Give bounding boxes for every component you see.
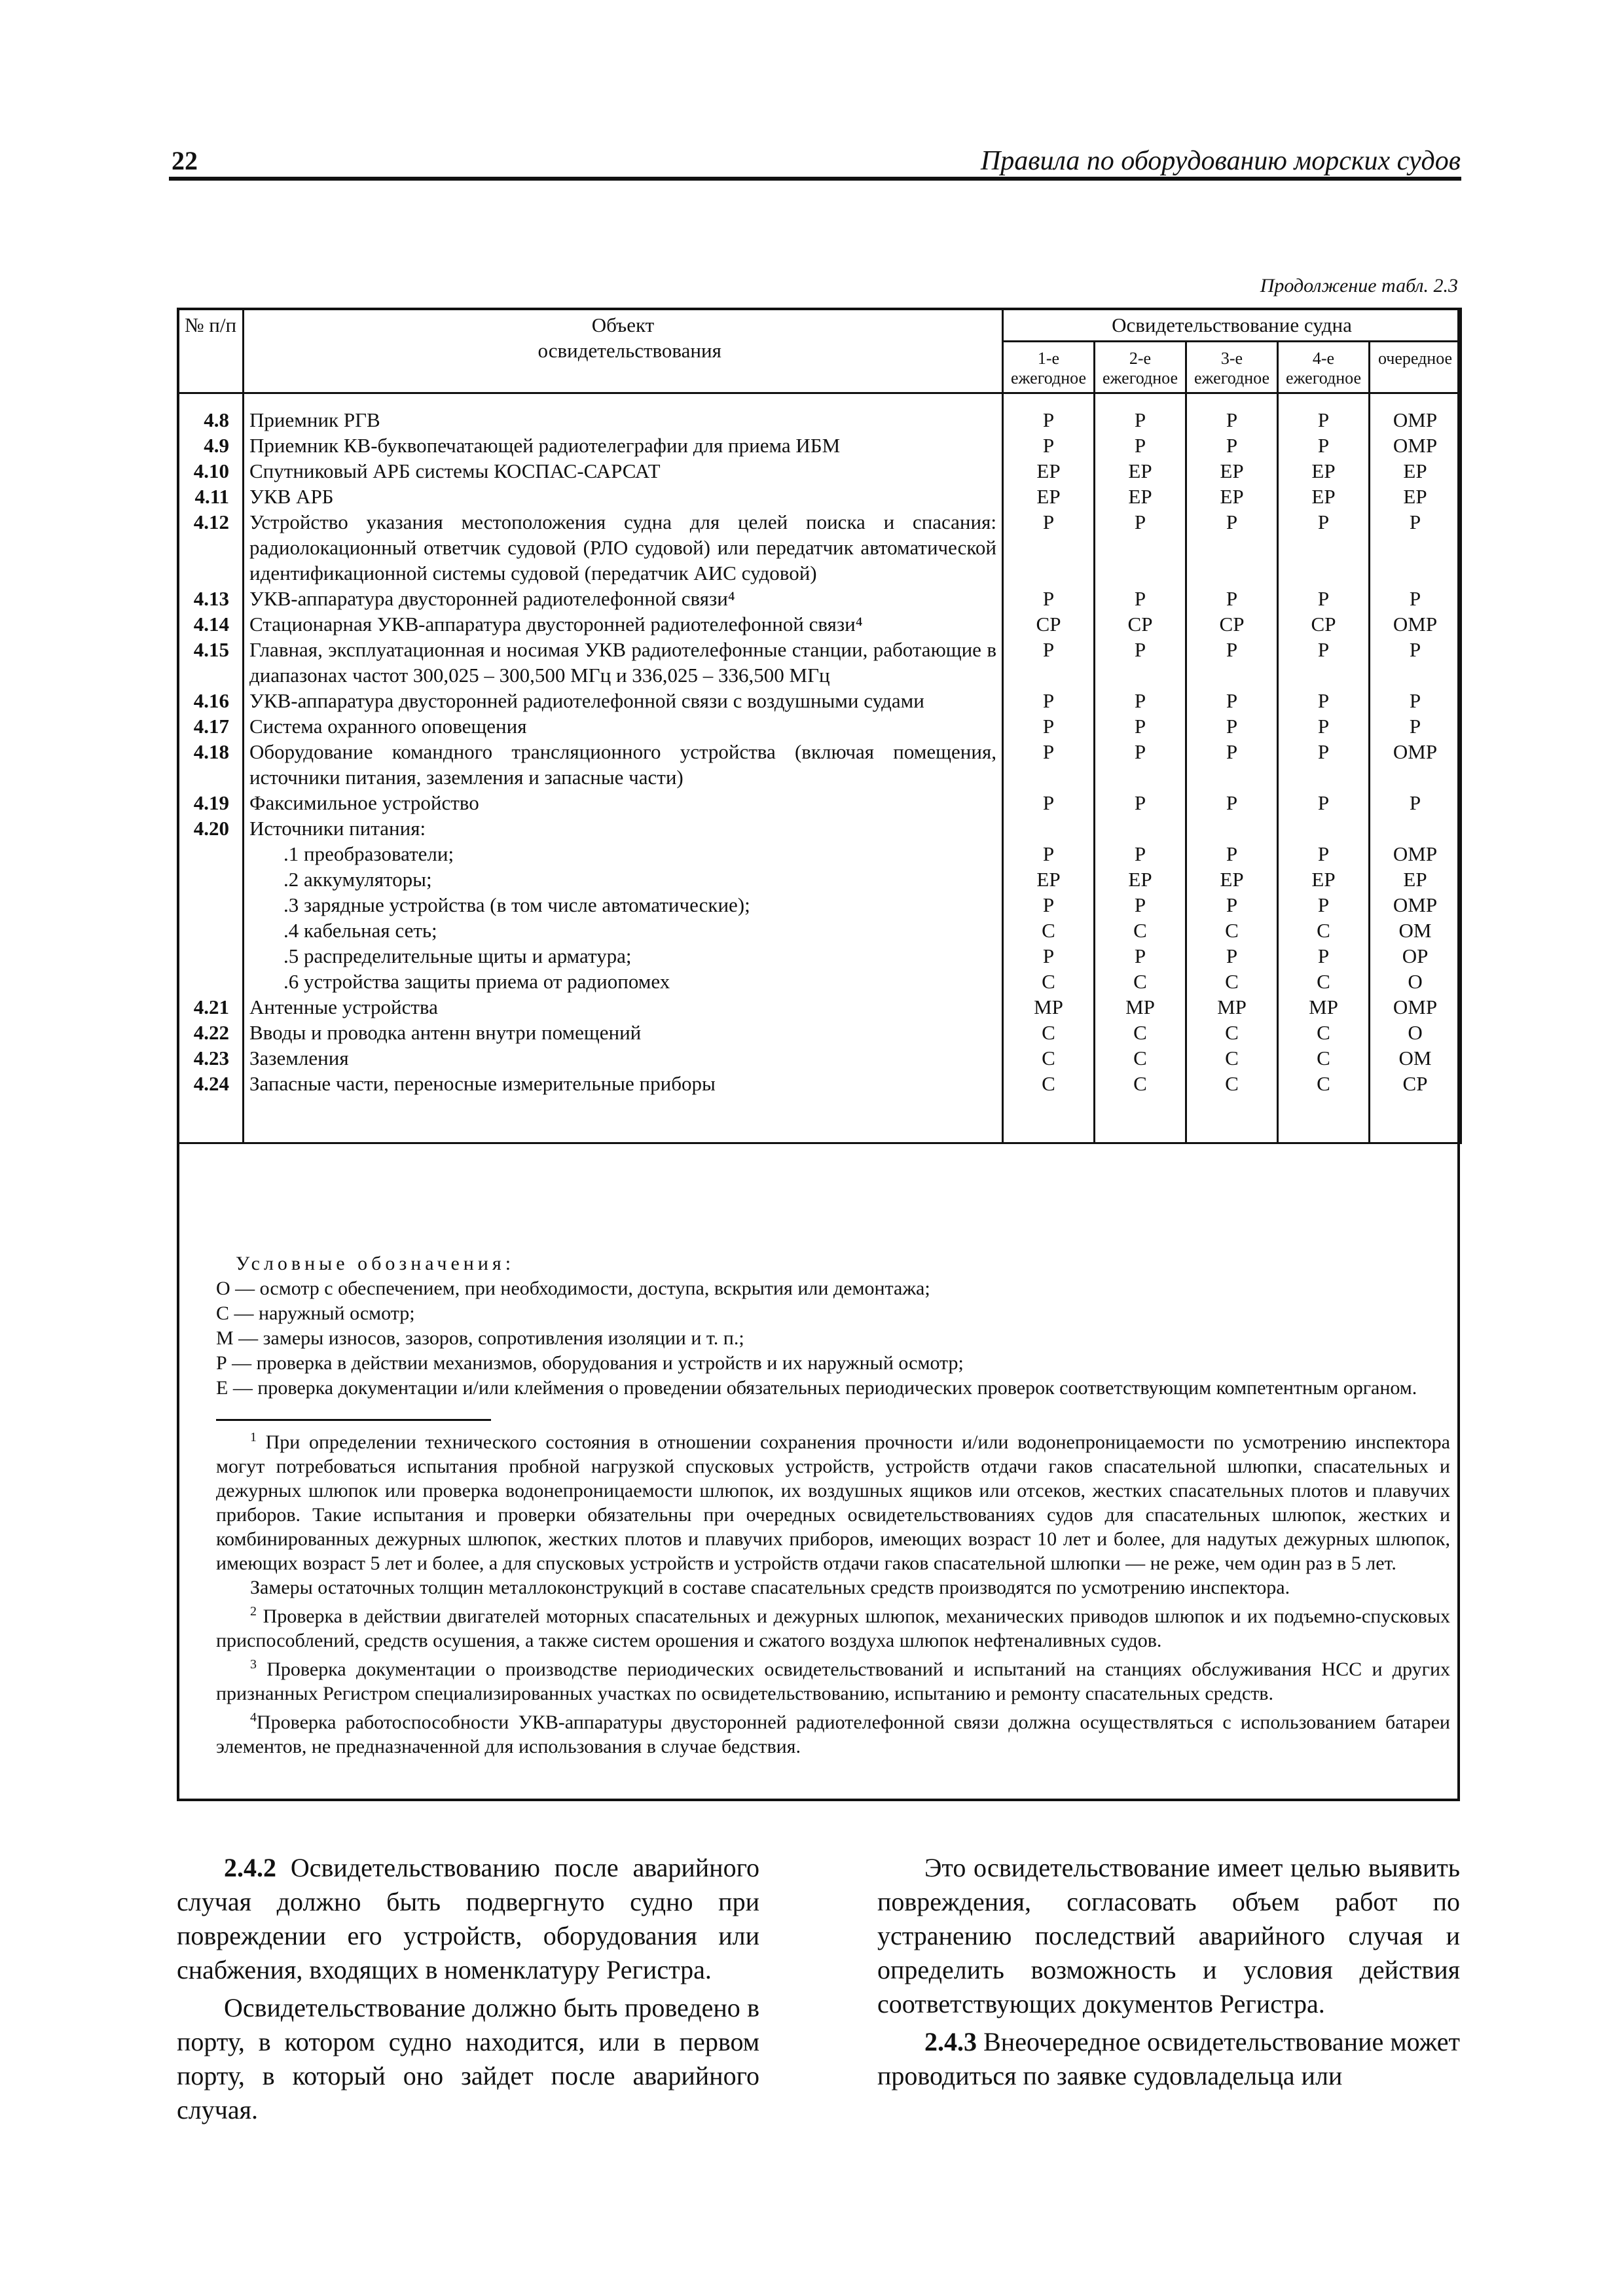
footnote [216,1653,1450,1706]
row-value [1003,816,1095,841]
table-row [178,458,1461,484]
row-value: ОМР [1370,841,1461,867]
row-value: С [1095,969,1186,994]
col-header-survey: Освидетельствование судна [1003,309,1461,342]
row-object: Антенные устройства [244,994,1003,1020]
paragraph-text: Освидетельствованию после аварийного случая должно быть подвергнуто судно при повреждении его устройств, оборудования или снабжения, входящих в номенклатуру Регистра. [177,1853,759,1984]
row-value: Р [1278,509,1370,586]
row-value: Р [1186,943,1278,969]
row-value: С [1278,969,1370,994]
row-value: Р [1278,892,1370,918]
row-value: С [1186,1071,1278,1096]
row-object: Факсимильное устройство [244,790,1003,816]
table-row [178,918,1461,943]
row-value: ЕР [1186,867,1278,892]
row-value: Р [1186,407,1278,433]
footnote-text: Проверка документации о производстве периодических освидетельствований и испытаний на станциях обслуживания НСС и других признанных Регистром специализированных участках по освидетельствованию, испытанию и ремонту спасательных средств. [216,1659,1450,1704]
row-value: Р [1370,637,1461,688]
footnote-text: При определении технического состояния в отношении сохранения прочности и/или водонепроницаемости по усмотрению инспектора могут потребоваться испытания пробной нагрузкой спусковых устройств, устройств отдачи гаков спасательной шлюпки, спасательных и дежурных шлюпок или проверка водонепроницаемости шлюпок, их воздушных ящиков или отсеков, жестких спасательных плотов и плавучих приборов. Такие испытания и проверки обязательны при очередных освидетельствованиях судов для спасательных шлюпок, жестких и комбинированных дежурных шлюпок, жестких плотов и плавучих приборов, имеющих возраст 10 лет и более, для надутых дежурных шлюпок, имеющих возраст 5 лет и более, а для спусковых устройств и устройств отдачи гаков спасательной шлюпки — не реже, чем один раз в 5 лет. [216,1431,1450,1574]
footnotes [216,1426,1450,1759]
row-value: СР [1003,611,1095,637]
row-value: Р [1186,892,1278,918]
row-value: Р [1003,637,1095,688]
legend-heading: Условные обозначения: [236,1253,515,1274]
row-object: УКВ-аппаратура двусторонней радиотелефонной связи с воздушными судами [244,688,1003,713]
row-number: 4.12 [178,509,244,586]
col-header-sub: 1-е ежегодное [1003,342,1095,393]
table-row [178,867,1461,892]
row-value [1186,816,1278,841]
row-value: Р [1186,713,1278,739]
row-value: Р [1278,790,1370,816]
row-object: Спутниковый АРБ системы КОСПАС-САРСАТ [244,458,1003,484]
footnote-rule [216,1419,491,1421]
row-object: Запасные части, переносные измерительные приборы [244,1071,1003,1096]
row-value: Р [1370,586,1461,611]
table-row [178,637,1461,688]
row-value: ОМР [1370,433,1461,458]
row-number [178,918,244,943]
row-value: Р [1003,739,1095,790]
row-number: 4.16 [178,688,244,713]
row-value: Р [1003,433,1095,458]
col-header-sub: 3-е ежегодное [1186,342,1278,393]
row-value: ЕР [1003,867,1095,892]
row-value: Р [1370,713,1461,739]
row-number: 4.17 [178,713,244,739]
row-value: ЕР [1003,458,1095,484]
survey-table [177,308,1462,1144]
legend-item: Р — проверка в действии механизмов, оборудования и устройств и их наружный осмотр; [216,1352,964,1374]
row-value: С [1003,918,1095,943]
row-value: С [1278,1045,1370,1071]
row-value: Р [1095,637,1186,688]
row-number: 4.13 [178,586,244,611]
table-row [178,816,1461,841]
row-value: МР [1095,994,1186,1020]
row-object: Вводы и проводка антенн внутри помещений [244,1020,1003,1045]
row-number: 4.22 [178,1020,244,1045]
page-number: 22 [172,146,198,175]
row-value: МР [1003,994,1095,1020]
row-value: Р [1278,688,1370,713]
row-value: С [1003,1020,1095,1045]
paragraph-text: Освидетельствование должно быть проведено в порту, в котором судно находится, или в первом порту, в который оно зайдет после аварийного случая. [177,1993,759,2125]
row-value: Р [1003,943,1095,969]
col-header-sub: 2-е ежегодное [1095,342,1186,393]
row-value: ОР [1370,943,1461,969]
col-header-sub: очередное [1370,342,1461,393]
row-number [178,841,244,867]
row-value: Р [1278,586,1370,611]
table-row [178,509,1461,586]
row-object: Приемник РГВ [244,407,1003,433]
row-object: Главная, эксплуатационная и носимая УКВ радиотелефонные станции, работающие в диапазонах частот 300,025 – 300,500 МГц и 336,025 – 336,500 МГц [244,637,1003,688]
row-value: С [1095,1045,1186,1071]
row-number [178,943,244,969]
row-value: ОМР [1370,407,1461,433]
row-value [1278,816,1370,841]
table-row [178,790,1461,816]
row-object: УКВ АРБ [244,484,1003,509]
row-value: Р [1278,433,1370,458]
row-object: Приемник КВ-буквопечатающей радиотелеграфии для приема ИБМ [244,433,1003,458]
row-value: Р [1186,433,1278,458]
row-number: 4.23 [178,1045,244,1071]
row-number: 4.11 [178,484,244,509]
row-number: 4.8 [178,407,244,433]
table-row [178,407,1461,433]
row-number: 4.19 [178,790,244,816]
row-value: Р [1186,688,1278,713]
row-value: Р [1003,586,1095,611]
table-row [178,841,1461,867]
table-end-row [178,1096,1461,1143]
col-header-number: № п/п [178,309,244,393]
section-number: 2.4.2 [224,1853,276,1882]
row-value: С [1186,918,1278,943]
row-value: ЕР [1278,458,1370,484]
row-value: Р [1095,739,1186,790]
row-value: С [1003,1071,1095,1096]
row-value: Р [1370,790,1461,816]
row-value: ЕР [1003,484,1095,509]
col-header-sub: 4-е ежегодное [1278,342,1370,393]
body-paragraph [877,1851,1460,2021]
table-row [178,994,1461,1020]
row-value: Р [1186,841,1278,867]
col-header-object: Объект освидетельствования [244,309,1003,393]
row-object: .2 аккумуляторы; [244,867,1003,892]
section-number: 2.4.3 [924,2027,977,2056]
row-value: ЕР [1278,867,1370,892]
row-value: Р [1095,407,1186,433]
row-object: Заземления [244,1045,1003,1071]
footnote-text: Замеры остаточных толщин металлоконструкций в составе спасательных средств производятся по усмотрению инспектора. [250,1577,1290,1598]
row-value: С [1278,918,1370,943]
row-value: С [1186,969,1278,994]
footnote [216,1575,1450,1600]
paragraph-text: Внеочередное освидетельствование может проводиться по заявке судовладельца или [877,2027,1460,2090]
body-paragraph [177,1851,759,1987]
row-number: 4.14 [178,611,244,637]
table-row [178,1071,1461,1096]
row-value: Р [1095,713,1186,739]
row-number: 4.24 [178,1071,244,1096]
row-value: ОМР [1370,739,1461,790]
table-row [178,713,1461,739]
legend-item: О — осмотр с обеспечением, при необходимости, доступа, вскрытия или демонтажа; [216,1278,930,1299]
row-object: Источники питания: [244,816,1003,841]
row-value: Р [1095,586,1186,611]
row-value: С [1186,1020,1278,1045]
legend-item: Е — проверка документации и/или клеймения о проведении обязательных периодических проверок соответствующим компетентным органом. [216,1377,1417,1399]
table-row [178,611,1461,637]
footnote-mark: 3 [250,1657,257,1672]
body-column-right [877,1851,1460,2097]
row-value: Р [1003,841,1095,867]
row-value: Р [1278,841,1370,867]
row-value: Р [1095,688,1186,713]
row-value: ЕР [1095,458,1186,484]
row-value: Р [1095,943,1186,969]
footnote-text: Проверка работоспособности УКВ-аппаратуры двусторонней радиотелефонной связи должна осуществляться с использованием батареи элементов, не предназначенной для использования в случае бедствия. [216,1712,1450,1757]
row-value: Р [1186,739,1278,790]
row-object: .4 кабельная сеть; [244,918,1003,943]
footnote [216,1706,1450,1759]
row-number: 4.10 [178,458,244,484]
row-object: .5 распределительные щиты и арматура; [244,943,1003,969]
row-value [1370,816,1461,841]
row-value: Р [1095,790,1186,816]
row-value: ЕР [1186,484,1278,509]
row-value: О [1370,1020,1461,1045]
row-number: 4.21 [178,994,244,1020]
table-row [178,892,1461,918]
row-value: СР [1370,1071,1461,1096]
table-row [178,586,1461,611]
row-value: ОМР [1370,994,1461,1020]
row-value: С [1003,969,1095,994]
row-value: Р [1278,407,1370,433]
paragraph-text: Это освидетельствование имеет целью выявить повреждения, согласовать объем работ по устранению последствий аварийного случая и определить возможность и условия действия соответствующих документов Регистра. [877,1853,1460,2018]
legend-item: М — замеры износов, зазоров, сопротивления изоляции и т. п.; [216,1327,744,1349]
row-value: Р [1186,509,1278,586]
row-value: С [1095,1071,1186,1096]
footnote [216,1600,1450,1653]
legend [216,1251,1450,1401]
row-value [1095,816,1186,841]
row-number [178,969,244,994]
row-value: Р [1003,790,1095,816]
table-row [178,739,1461,790]
row-value: СР [1095,611,1186,637]
row-value: СР [1278,611,1370,637]
row-number: 4.15 [178,637,244,688]
row-value: Р [1278,739,1370,790]
row-value: ОМ [1370,1045,1461,1071]
table-row [178,1045,1461,1071]
footnote-mark: 1 [250,1430,257,1444]
row-object: .3 зарядные устройства (в том числе автоматические); [244,892,1003,918]
row-number [178,867,244,892]
row-value: Р [1003,509,1095,586]
row-value: Р [1186,790,1278,816]
row-value: Р [1003,713,1095,739]
row-number: 4.18 [178,739,244,790]
row-value: МР [1186,994,1278,1020]
row-value: Р [1003,892,1095,918]
row-value: Р [1095,892,1186,918]
row-number: 4.9 [178,433,244,458]
row-value: ЕР [1186,458,1278,484]
row-object: .1 преобразователи; [244,841,1003,867]
row-value: С [1095,1020,1186,1045]
table-row [178,484,1461,509]
row-value: Р [1186,586,1278,611]
row-value: ЕР [1095,484,1186,509]
table-row [178,688,1461,713]
table-row [178,433,1461,458]
footnote-mark: 4 [250,1710,257,1725]
row-value: О [1370,969,1461,994]
running-title: Правила по оборудованию морских судов [980,146,1461,176]
row-value: СР [1186,611,1278,637]
row-object: УКВ-аппаратура двусторонней радиотелефонной связи⁴ [244,586,1003,611]
table-row [178,1020,1461,1045]
row-value: ЕР [1370,458,1461,484]
body-paragraph [877,2025,1460,2093]
row-value: Р [1095,433,1186,458]
table-row [178,943,1461,969]
row-value: ЕР [1370,867,1461,892]
legend-item: С — наружный осмотр; [216,1302,415,1324]
row-value: ЕР [1278,484,1370,509]
row-value: Р [1278,637,1370,688]
row-value: Р [1003,688,1095,713]
row-value: Р [1095,841,1186,867]
row-object: Устройство указания местоположения судна для целей поиска и спасания: радиолокационный ответчик судовой (РЛО судовой) или передатчик автоматической идентификационной системы судовой (передатчик АИС судовой) [244,509,1003,586]
row-value: Р [1370,509,1461,586]
row-object: Стационарная УКВ-аппаратура двусторонней радиотелефонной связи⁴ [244,611,1003,637]
row-value: ОМР [1370,892,1461,918]
row-value: ОМР [1370,611,1461,637]
row-value: Р [1278,713,1370,739]
footnote-mark: 2 [250,1604,257,1619]
footnote [216,1426,1450,1575]
row-value: Р [1370,688,1461,713]
row-value: Р [1095,509,1186,586]
row-value: С [1095,918,1186,943]
row-number [178,892,244,918]
row-value: С [1186,1045,1278,1071]
row-object: .6 устройства защиты приема от радиопомех [244,969,1003,994]
row-value: ЕР [1370,484,1461,509]
body-column-left [177,1851,759,2131]
row-value: Р [1003,407,1095,433]
footnote-text: Проверка в действии двигателей моторных спасательных и дежурных шлюпок, механических приводов шлюпок и их подъемно-спусковых приспособлений, средств осушения, а также систем орошения и сжатого воздуха шлюпок нефтеналивных судов. [216,1605,1450,1651]
body-paragraph [177,1991,759,2127]
row-value: С [1003,1045,1095,1071]
row-value: Р [1278,943,1370,969]
table-continuation-label: Продолжение табл. 2.3 [1260,275,1458,296]
row-value: ОМ [1370,918,1461,943]
row-value: МР [1278,994,1370,1020]
row-value: С [1278,1071,1370,1096]
table-row [178,969,1461,994]
row-value: Р [1186,637,1278,688]
row-number: 4.20 [178,816,244,841]
row-object: Оборудование командного трансляционного устройства (включая помещения, источники питания, заземления и запасные части) [244,739,1003,790]
header-rule [169,177,1461,181]
row-value: ЕР [1095,867,1186,892]
row-value: С [1278,1020,1370,1045]
row-object: Система охранного оповещения [244,713,1003,739]
